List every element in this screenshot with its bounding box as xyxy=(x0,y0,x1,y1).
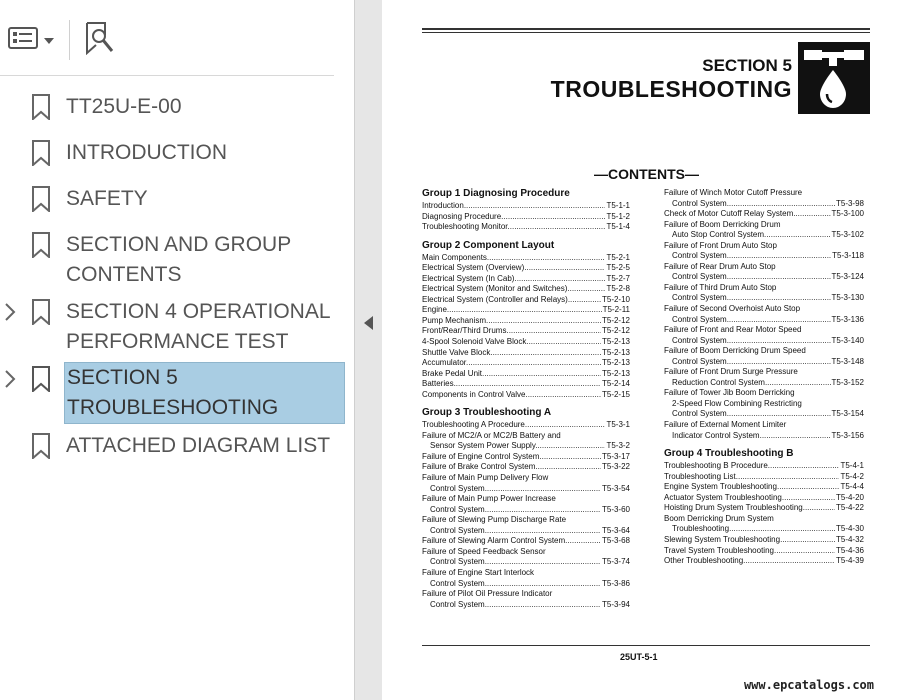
toc-entry-title: Electrical System (Monitor and Switches) ..... xyxy=(422,284,605,295)
toc-entry[interactable] xyxy=(664,556,864,567)
section-number: SECTION 5 xyxy=(702,56,792,75)
toc-entry[interactable] xyxy=(422,390,630,401)
toc-entry-page: T5-4-32 xyxy=(835,534,864,544)
toc-entry-title: Shuttle Valve Block ..... xyxy=(422,348,601,359)
toc-entry[interactable] xyxy=(664,251,864,262)
toc-entry[interactable] xyxy=(664,241,864,252)
toc-entry-title: Sensor System Power Supply ..... xyxy=(430,441,605,452)
page-number: 25UT-5-1 xyxy=(620,652,658,662)
toc-entry-page: T5-4-20 xyxy=(835,492,864,502)
toc-entry[interactable] xyxy=(422,201,630,212)
toc-entry-title: Reduction Control System ..... xyxy=(672,378,831,389)
toc-entry-page: T5-3-130 xyxy=(831,293,864,303)
toc-entry[interactable] xyxy=(422,441,630,452)
toc-entry-page: T5-4-30 xyxy=(835,524,864,534)
toc-entry[interactable] xyxy=(422,358,630,369)
bookmark-label: SAFETY xyxy=(66,187,148,210)
toc-entry-title: Failure of Engine Start Interlock xyxy=(422,567,535,577)
toc-entry-page: T5-1-1 xyxy=(606,201,630,210)
toc-entry-page: T5-3-136 xyxy=(831,314,864,324)
toc-entry[interactable] xyxy=(664,272,864,283)
toc-entry[interactable] xyxy=(422,284,630,295)
toc-group-heading: Group 1 Diagnosing Procedure xyxy=(422,188,570,199)
toc-entry-title: Control System ..... xyxy=(672,357,831,368)
toc-entry[interactable] xyxy=(422,462,630,473)
document-page xyxy=(382,0,904,700)
toc-entry-title: Failure of Front Drum Auto Stop xyxy=(664,240,777,250)
toc-entry-title: Failure of Engine Control System ..... xyxy=(422,452,601,463)
toc-entry[interactable] xyxy=(664,230,864,241)
toc-entry-title: Control System ..... xyxy=(672,336,831,347)
toc-entry[interactable] xyxy=(664,503,864,514)
list-options-icon xyxy=(8,27,38,54)
find-bookmark-button[interactable] xyxy=(84,22,116,58)
toc-entry[interactable] xyxy=(422,420,630,431)
toc-entry-title: Troubleshooting ..... xyxy=(672,524,835,535)
toc-entry-page: T5-2-13 xyxy=(601,337,630,347)
toc-entry-page: T5-4-39 xyxy=(835,556,864,566)
bookmark-icon xyxy=(32,433,50,459)
toc-entry-title: Failure of Slewing Alarm Control System ..... xyxy=(422,536,601,547)
toc-entry[interactable] xyxy=(422,316,630,327)
toc-entry-title: Indicator Control System ..... xyxy=(672,431,831,442)
toc-entry-page: T5-2-12 xyxy=(601,326,630,336)
toc-entry-page: T5-4-1 xyxy=(840,461,864,471)
chevron-right-icon[interactable] xyxy=(3,302,17,322)
toc-entry-title: Control System ..... xyxy=(672,409,831,420)
toc-entry[interactable] xyxy=(664,346,864,357)
toc-entry-page: T5-2-11 xyxy=(602,305,630,315)
toc-entry-title: Troubleshooting B Procedure ..... xyxy=(664,461,839,472)
toc-entry-page: T5-3-64 xyxy=(601,525,630,535)
toc-entry[interactable] xyxy=(664,420,864,431)
toc-entry[interactable] xyxy=(422,305,630,316)
chevron-down-icon xyxy=(44,31,54,49)
toc-entry-title: Electrical System (Controller and Relays) ..... xyxy=(422,295,601,306)
toc-entry-title: Pump Mechanism ..... xyxy=(422,316,601,327)
toc-entry-page: T5-3-17 xyxy=(601,451,630,461)
toc-entry-page: T5-4-22 xyxy=(835,503,864,513)
toc-entry-title: Control System ..... xyxy=(430,484,601,495)
toc-entry-title: Brake Pedal Unit ..... xyxy=(422,369,601,380)
toc-entry-title: Travel System Troubleshooting ..... xyxy=(664,546,835,557)
toc-entry-title: Front/Rear/Third Drums ..... xyxy=(422,326,601,337)
toc-entry-title: Components in Control Valve ..... xyxy=(422,390,601,401)
toc-group-heading: Group 4 Troubleshooting B xyxy=(664,448,794,460)
toc-right-column xyxy=(664,188,864,567)
toc-entry-title: Boom Derricking Drum System xyxy=(664,513,774,523)
toc-entry[interactable] xyxy=(664,514,864,525)
toc-group-heading: Group 3 Troubleshooting A xyxy=(422,407,552,419)
toc-entry-page: T5-4-36 xyxy=(835,545,864,555)
toc-entry-title: Failure of Main Pump Delivery Flow xyxy=(422,473,549,483)
toc-entry-title: Troubleshooting A Procedure ..... xyxy=(422,420,605,431)
toc-entry[interactable] xyxy=(422,526,630,537)
bookmark-icon xyxy=(32,299,50,325)
toc-entry-title: Check of Motor Cutoff Relay System ..... xyxy=(664,209,831,220)
toc-entry[interactable] xyxy=(422,505,630,516)
toc-entry-title: Electrical System (In Cab) ..... xyxy=(422,274,605,285)
toc-entry[interactable] xyxy=(664,325,864,336)
toc-entry-title: Failure of External Moment Limiter xyxy=(664,420,787,430)
toc-entry[interactable] xyxy=(422,568,630,579)
toc-entry-page: T5-2-7 xyxy=(606,273,630,283)
toc-entry-page: T5-3-152 xyxy=(831,377,864,387)
toc-entry-page: T5-3-2 xyxy=(606,441,630,451)
toc-entry-title: Engine ..... xyxy=(422,305,602,316)
toc-entry[interactable] xyxy=(422,295,630,306)
bookmark-label: SECTION AND GROUP CONTENTS xyxy=(66,233,292,286)
toc-entry-page: T5-3-94 xyxy=(601,599,630,609)
toc-left-column xyxy=(422,187,630,610)
toc-entry-title: Other Troubleshooting ..... xyxy=(664,556,835,567)
toc-entry-title: Control System ..... xyxy=(430,505,601,516)
toc-entry[interactable] xyxy=(664,546,864,557)
toc-entry[interactable] xyxy=(422,263,630,274)
toc-entry-title: Troubleshooting List ..... xyxy=(664,472,839,483)
toc-entry[interactable] xyxy=(422,274,630,285)
toc-entry-title: Failure of Tower Jib Boom Derricking xyxy=(664,388,795,398)
toc-entry-page: T5-3-124 xyxy=(831,272,864,282)
toc-entry-title: Failure of Third Drum Auto Stop xyxy=(664,282,777,292)
bookmark-icon xyxy=(32,366,50,392)
toc-entry-title: Failure of Boom Derricking Drum xyxy=(664,219,781,229)
troubleshooting-icon xyxy=(798,42,870,114)
bookmark-label: SECTION 4 OPERATIONAL PERFORMANCE TEST xyxy=(66,300,331,353)
toc-entry-page: T5-2-15 xyxy=(601,389,630,399)
bookmark-label: SECTION 5 TROUBLESHOOTING xyxy=(64,362,345,424)
toc-entry-title: Control System ..... xyxy=(672,199,835,210)
toc-entry-title: Failure of Slewing Pump Discharge Rate xyxy=(422,515,567,525)
toc-entry-page: T5-1-2 xyxy=(606,211,630,221)
toc-entry-page: T5-2-13 xyxy=(601,358,630,368)
toc-entry[interactable] xyxy=(422,473,630,484)
toc-entry-title: Failure of Main Pump Power Increase xyxy=(422,494,556,504)
toc-entry-page: T5-3-60 xyxy=(601,504,630,514)
toc-entry-page: T5-2-8 xyxy=(606,284,630,294)
toc-entry[interactable] xyxy=(422,536,630,547)
toc-entry-page: T5-3-22 xyxy=(601,462,630,472)
footer-rule xyxy=(422,645,870,646)
toc-entry-title: Control System ..... xyxy=(430,579,601,590)
toc-entry[interactable] xyxy=(422,494,630,505)
toc-entry-title: 4-Spool Solenoid Valve Block ..... xyxy=(422,337,601,348)
toc-entry-page: T5-3-154 xyxy=(831,409,864,419)
toc-entry-title: Failure of Front and Rear Motor Speed xyxy=(664,325,802,335)
toc-entry[interactable] xyxy=(664,409,864,420)
toc-group-heading: Group 2 Component Layout xyxy=(422,239,555,251)
toolbar-divider xyxy=(69,20,70,60)
toc-entry[interactable] xyxy=(664,262,864,273)
toc-entry[interactable] xyxy=(664,199,864,210)
contents-heading: —CONTENTS— xyxy=(594,166,699,182)
toc-entry-title: Control System ..... xyxy=(672,251,831,262)
toc-entry[interactable] xyxy=(664,336,864,347)
toc-entry[interactable] xyxy=(422,452,630,463)
toc-entry-title: Engine System Troubleshooting ..... xyxy=(664,482,839,493)
toc-entry-page: T5-1-4 xyxy=(606,222,630,232)
toc-entry-title: Failure of Front Drum Surge Pressure xyxy=(664,367,798,377)
toc-entry[interactable] xyxy=(664,188,864,199)
toc-entry-title: Control System ..... xyxy=(430,557,601,568)
toc-entry-page: T5-3-102 xyxy=(831,230,864,240)
toc-entry-page: T5-3-74 xyxy=(601,557,630,567)
toc-entry[interactable] xyxy=(422,253,630,264)
toc-entry-page: T5-2-10 xyxy=(601,294,630,304)
toc-entry-page: T5-3-86 xyxy=(601,578,630,588)
toc-entry[interactable] xyxy=(422,379,630,390)
toc-entry-page: T5-3-140 xyxy=(831,335,864,345)
toc-entry[interactable] xyxy=(422,557,630,568)
bookmarks-panel xyxy=(0,0,354,700)
toc-entry[interactable] xyxy=(422,431,630,442)
toc-entry-title: Diagnosing Procedure ..... xyxy=(422,212,605,223)
toc-entry-title: Control System ..... xyxy=(672,272,831,283)
header-rule xyxy=(422,32,870,33)
toc-entry-title: Troubleshooting Monitor ..... xyxy=(422,222,605,233)
panel-splitter[interactable] xyxy=(354,0,383,700)
toc-entry-page: T5-2-13 xyxy=(601,368,630,378)
toc-entry[interactable] xyxy=(422,600,630,611)
toc-entry-title: Electrical System (Overview) ..... xyxy=(422,263,605,274)
toc-entry-title: Main Components ..... xyxy=(422,253,605,264)
toc-entry-page: T5-3-118 xyxy=(832,251,864,261)
toc-entry-page: T5-3-148 xyxy=(831,356,864,366)
toc-entry-title: Failure of Second Overhoist Auto Stop xyxy=(664,304,801,314)
toc-entry[interactable] xyxy=(664,388,864,399)
bookmark-label: INTRODUCTION xyxy=(66,141,227,164)
toc-entry[interactable] xyxy=(664,357,864,368)
chevron-right-icon[interactable] xyxy=(3,369,17,389)
section-title: TROUBLESHOOTING xyxy=(550,76,792,102)
toc-entry-title: Failure of Winch Motor Cutoff Pressure xyxy=(664,188,803,197)
toc-entry[interactable] xyxy=(664,220,864,231)
header-rule xyxy=(422,28,870,30)
toc-entry[interactable] xyxy=(422,589,630,600)
options-menu-button[interactable] xyxy=(8,22,54,58)
toc-entry-title: Hoisting Drum System Troubleshooting ..... xyxy=(664,503,835,514)
toc-entry-title: Batteries ..... xyxy=(422,379,601,390)
toc-entry[interactable] xyxy=(664,535,864,546)
toc-entry-title: 2-Speed Flow Combining Restricting xyxy=(672,398,802,408)
toc-entry[interactable] xyxy=(422,326,630,337)
toc-entry-title: Control System ..... xyxy=(430,600,601,611)
toc-entry[interactable] xyxy=(664,378,864,389)
toc-entry[interactable] xyxy=(664,431,864,442)
toc-entry[interactable] xyxy=(664,283,864,294)
toc-entry[interactable] xyxy=(664,293,864,304)
bookmark-icon xyxy=(32,140,50,166)
toc-entry[interactable] xyxy=(664,399,864,410)
toc-entry[interactable] xyxy=(664,493,864,504)
toc-entry[interactable] xyxy=(664,472,864,483)
bookmark-icon xyxy=(32,232,50,258)
collapse-panel-icon[interactable] xyxy=(362,315,374,331)
toc-entry[interactable] xyxy=(422,222,630,233)
toc-entry[interactable] xyxy=(664,367,864,378)
bookmarks-toolbar xyxy=(0,0,334,76)
toc-entry[interactable] xyxy=(664,524,864,535)
toc-entry[interactable] xyxy=(422,515,630,526)
toc-entry-page: T5-2-14 xyxy=(601,379,630,389)
toc-entry-page: T5-3-54 xyxy=(601,483,630,493)
toc-entry[interactable] xyxy=(422,547,630,558)
toc-entry-page: T5-3-1 xyxy=(606,420,630,430)
toc-entry-title: Introduction ..... xyxy=(422,201,605,212)
toc-entry[interactable] xyxy=(422,369,630,380)
toc-entry[interactable] xyxy=(422,337,630,348)
bookmark-icon xyxy=(32,94,50,120)
toc-entry-title: Control System ..... xyxy=(430,526,601,537)
toc-entry-page: T5-2-5 xyxy=(606,263,630,273)
toc-entry[interactable] xyxy=(664,209,864,220)
toc-entry[interactable] xyxy=(664,461,864,472)
toc-entry[interactable] xyxy=(664,304,864,315)
toc-entry-title: Failure of Rear Drum Auto Stop xyxy=(664,261,776,271)
toc-entry-page: T5-3-156 xyxy=(831,430,864,440)
toc-entry-page: T5-3-98 xyxy=(835,198,864,208)
toc-entry-title: Failure of Brake Control System ..... xyxy=(422,462,601,473)
toc-entry[interactable] xyxy=(664,482,864,493)
bookmark-label: TT25U-E-00 xyxy=(66,95,182,118)
watermark: www.epcatalogs.com xyxy=(743,678,874,692)
toc-entry[interactable] xyxy=(422,579,630,590)
toc-entry-page: T5-2-12 xyxy=(601,315,630,325)
bookmark-label: ATTACHED DIAGRAM LIST xyxy=(66,434,331,457)
toc-entry-title: Control System ..... xyxy=(672,293,831,304)
toc-entry-title: Actuator System Troubleshooting ..... xyxy=(664,493,835,504)
toc-entry[interactable] xyxy=(664,315,864,326)
toc-entry-page: T5-4-4 xyxy=(840,482,864,492)
toc-entry-title: Failure of Speed Feedback Sensor xyxy=(422,546,546,556)
toc-entry-title: Auto Stop Control System ..... xyxy=(672,230,831,241)
toc-entry-title: Accumulator ..... xyxy=(422,358,601,369)
toc-entry-title: Failure of Boom Derricking Drum Speed xyxy=(664,346,806,356)
toc-entry-page: T5-2-13 xyxy=(601,347,630,357)
toc-entry-title: Control System ..... xyxy=(672,315,831,326)
toc-entry-page: T5-2-1 xyxy=(606,252,630,262)
toc-entry-title: Failure of Pilot Oil Pressure Indicator xyxy=(422,589,553,599)
toc-entry-title: Slewing System Troubleshooting ..... xyxy=(664,535,835,546)
toc-entry-page: T5-4-2 xyxy=(840,471,864,481)
bookmark-icon xyxy=(32,186,50,212)
bookmark-search-icon xyxy=(84,21,116,60)
toc-entry-page: T5-3-68 xyxy=(601,536,630,546)
toc-entry-title: Failure of MC2/A or MC2/B Battery and xyxy=(422,430,561,440)
toc-entry[interactable] xyxy=(422,212,630,223)
toc-entry[interactable] xyxy=(422,348,630,359)
toc-entry[interactable] xyxy=(422,484,630,495)
toc-entry-page: T5-3-100 xyxy=(831,209,864,219)
